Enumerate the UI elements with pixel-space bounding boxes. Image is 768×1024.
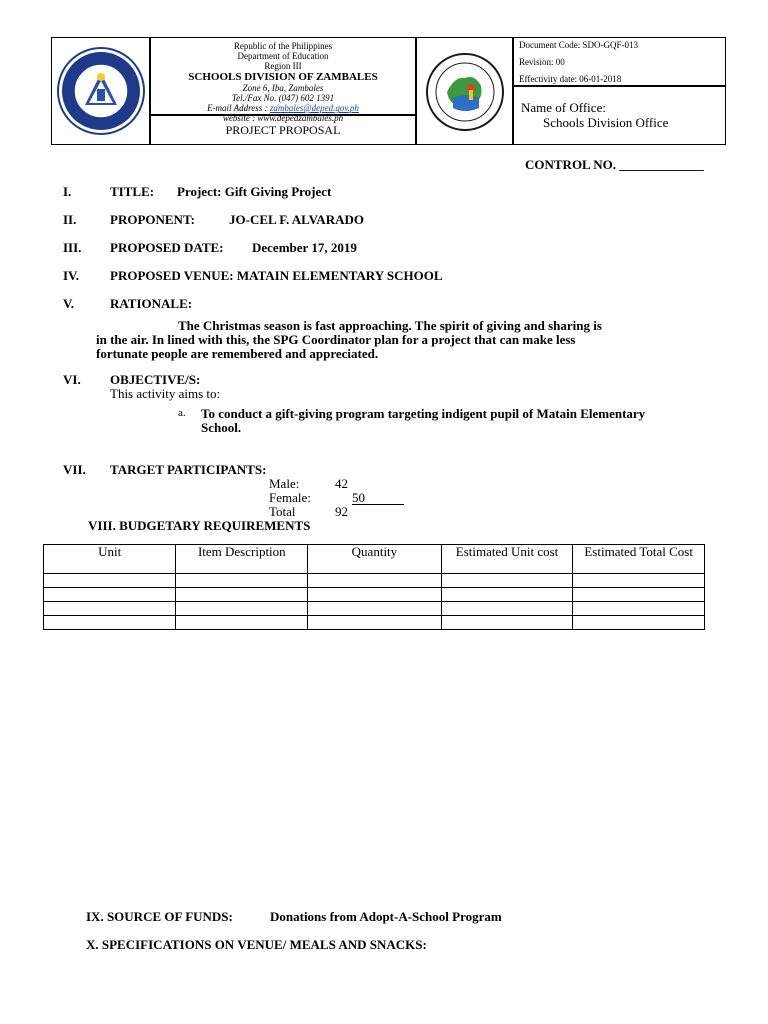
table-cell (573, 574, 705, 588)
budget-header-row (44, 545, 705, 574)
table-row (44, 588, 705, 602)
right-seal-cell (416, 37, 513, 145)
email-line (151, 103, 415, 113)
column-header-unit: Unit (44, 545, 176, 574)
proponent-label: PROPONENT: (110, 212, 195, 227)
objective-line-2: School. (201, 420, 242, 435)
section-number: II. (63, 212, 77, 227)
table-row (44, 574, 705, 588)
table-cell (441, 616, 573, 630)
female-underline (352, 504, 404, 505)
section-number: V. (63, 296, 74, 311)
section-number: VII. (63, 462, 86, 477)
participants-label: TARGET PARTICIPANTS: (110, 462, 267, 477)
female-label: Female: (269, 490, 311, 505)
division-name: SCHOOLS DIVISION OF ZAMBALES (188, 71, 378, 83)
venue-label: PROPOSED VENUE: MATAIN ELEMENTARY SCHOOL (110, 268, 443, 283)
column-header-estimated-total-cost: Estimated Total Cost (573, 545, 705, 574)
table-cell (441, 602, 573, 616)
department-text: Department of Education (237, 51, 329, 61)
section-number: VI. (63, 372, 81, 387)
table-row (44, 616, 705, 630)
doc-info-cell (513, 37, 726, 86)
table-cell (44, 602, 176, 616)
total-value: 92 (335, 504, 348, 519)
table-cell (176, 602, 308, 616)
total-label: Total (269, 504, 296, 519)
column-header-item-description: Item Description (176, 545, 308, 574)
effectivity-date: Effectivity date: 06-01-2018 (519, 74, 622, 84)
column-header-estimated-unit-cost: Estimated Unit cost (441, 545, 573, 574)
office-cell (513, 86, 726, 145)
republic-text: Republic of the Philippines (233, 41, 333, 51)
male-value: 42 (335, 476, 348, 491)
table-cell (308, 602, 442, 616)
objectives-label: OBJECTIVE/S: (110, 372, 201, 387)
date-label: PROPOSED DATE: (110, 240, 224, 255)
address-text: Zone 6, Iba, Zambales (242, 83, 324, 93)
table-cell (308, 588, 442, 602)
revision: Revision: 00 (519, 57, 565, 67)
sdo-zambales-seal-icon (425, 52, 505, 132)
deped-seal-icon (55, 45, 147, 137)
section-source-of-funds (86, 909, 646, 925)
objective-marker: a. (178, 407, 186, 419)
table-cell (441, 588, 573, 602)
left-seal-cell (51, 37, 150, 145)
funds-label: IX. SOURCE OF FUNDS: (86, 909, 233, 924)
form-title-cell (150, 115, 416, 145)
email-link[interactable]: zambales@deped.gov.ph (269, 103, 359, 113)
table-cell (308, 574, 442, 588)
website-text[interactable]: website : www.depedzambales.ph (222, 113, 344, 123)
section-number: III. (63, 240, 82, 255)
division-info-cell (150, 37, 416, 123)
budget-table (43, 544, 705, 630)
rationale-label: RATIONALE: (110, 296, 193, 311)
objectives-intro: This activity aims to: (110, 386, 221, 401)
doc-code: Document Code: SDO-GQF-013 (519, 40, 638, 50)
title-value: Project: Gift Giving Project (177, 184, 332, 199)
email-label: E-mail Address : (207, 103, 270, 113)
table-cell (573, 602, 705, 616)
form-title: PROJECT PROPOSAL (225, 123, 341, 137)
table-cell (44, 574, 176, 588)
table-cell (44, 616, 176, 630)
section-number: IV. (63, 268, 80, 283)
table-cell (176, 574, 308, 588)
table-cell (176, 616, 308, 630)
title-label: TITLE: (110, 184, 155, 199)
table-cell (44, 588, 176, 602)
date-value: December 17, 2019 (252, 240, 357, 255)
section-specifications: X. SPECIFICATIONS ON VENUE/ MEALS AND SNACKS: (86, 937, 427, 952)
female-value: 50 (352, 490, 365, 505)
table-cell (441, 574, 573, 588)
budget-heading: VIII. BUDGETARY REQUIREMENTS (88, 518, 311, 533)
table-row (44, 602, 705, 616)
telfax-text: Tel./Fax No. (047) 602 1391 (231, 93, 335, 103)
control-number: CONTROL NO. _____________ (525, 157, 704, 172)
funds-value: Donations from Adopt-A-School Program (270, 909, 502, 924)
table-cell (176, 588, 308, 602)
region-text: Region III (264, 61, 302, 71)
proponent-value: JO-CEL F. ALVARADO (229, 212, 364, 227)
office-value: Schools Division Office (543, 115, 669, 130)
table-cell (308, 616, 442, 630)
table-cell (573, 588, 705, 602)
objective-line-1: To conduct a gift-giving program targeting indigent pupil of Matain Elementary (201, 406, 646, 421)
rationale-line-1: The Christmas season is fast approaching. The spirit of giving and sharing is (178, 318, 602, 333)
column-header-quantity: Quantity (308, 545, 442, 574)
rationale-line-2: in the air. In lined with this, the SPG Coordinator plan for a project that can make less (96, 332, 576, 347)
rationale-line-3: fortunate people are remembered and appreciated. (96, 346, 379, 361)
male-label: Male: (269, 476, 300, 491)
section-number: I. (63, 184, 72, 199)
table-cell (573, 616, 705, 630)
office-label: Name of Office: (521, 100, 606, 115)
